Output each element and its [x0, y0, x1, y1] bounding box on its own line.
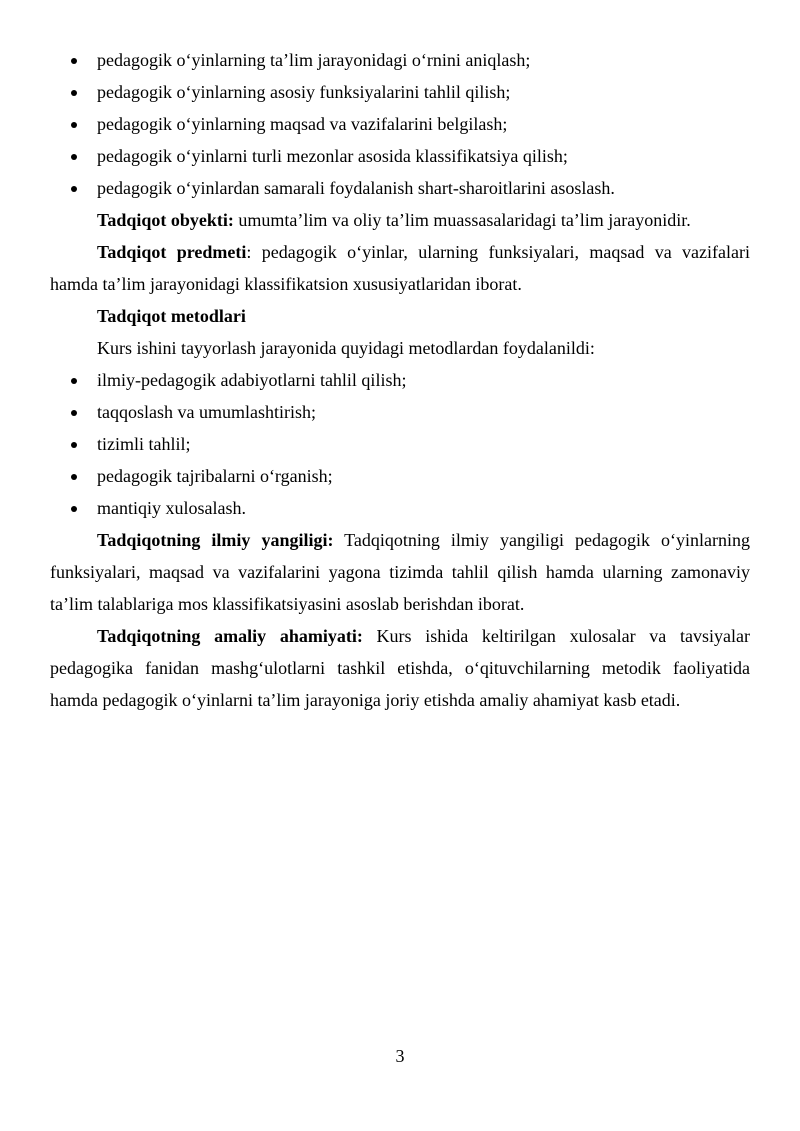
bullet-icon [71, 122, 77, 128]
paragraph-line [50, 236, 750, 268]
practical-paragraph [50, 620, 750, 716]
research-object-text: umumta’lim va oliy ta’lim muassasalaridagi ta’lim jarayonidir. [233, 210, 691, 230]
paragraph-line: ta’lim talablariga mos klassifikatsiyasini asoslab berishdan iborat. [50, 594, 525, 614]
list-item-text: mantiqiy xulosalash. [97, 498, 246, 518]
list-item [50, 364, 750, 396]
page-content [50, 44, 750, 716]
methods-list [50, 364, 750, 524]
practical-label: Tadqiqotning amaliy ahamiyati: [97, 626, 363, 646]
bullet-icon [71, 154, 77, 160]
bullet-icon [71, 378, 77, 384]
list-item-text: pedagogik tajribalarni o‘rganish; [97, 466, 333, 486]
list-item [50, 172, 750, 204]
paragraph-line: hamda ta’lim jarayonidagi klassifikatsion xususiyatlaridan iborat. [50, 274, 522, 294]
novelty-label: Tadqiqotning ilmiy yangiligi: [97, 530, 334, 550]
bullet-icon [71, 58, 77, 64]
research-subject-text: : pedagogik o‘yinlar, ularning funksiyalari, maqsad va vazifalari [246, 242, 750, 262]
methods-heading-text: Tadqiqot metodlari [97, 306, 246, 326]
research-object-label: Tadqiqot obyekti: [97, 210, 234, 230]
list-item [50, 76, 750, 108]
paragraph-line: hamda pedagogik o‘yinlarni ta’lim jarayoniga joriy etishda amaliy ahamiyat kasb etadi. [50, 690, 681, 710]
list-item [50, 492, 750, 524]
paragraph-line [50, 524, 750, 556]
list-item [50, 44, 750, 76]
paragraph-line: pedagogika fanidan mashg‘ulotlarni tashkil etishda, o‘qituvchilarning metodik faoliyatida [50, 658, 750, 678]
list-item-text: pedagogik o‘yinlarni turli mezonlar asosida klassifikatsiya qilish; [97, 146, 568, 166]
list-item [50, 460, 750, 492]
methods-heading [50, 300, 750, 332]
research-object-paragraph [50, 204, 750, 236]
list-item-text: ilmiy-pedagogik adabiyotlarni tahlil qilish; [97, 370, 407, 390]
paragraph-line: funksiyalari, maqsad va vazifalarini yagona tizimda tahlil qilish hamda ularning zamonaviy [50, 562, 750, 582]
research-subject-paragraph [50, 236, 750, 300]
goals-list [50, 44, 750, 204]
list-item-text: taqqoslash va umumlashtirish; [97, 402, 316, 422]
bullet-icon [71, 90, 77, 96]
list-item-text: pedagogik o‘yinlarning maqsad va vazifalarini belgilash; [97, 114, 508, 134]
list-item [50, 108, 750, 140]
bullet-icon [71, 442, 77, 448]
list-item-text: pedagogik o‘yinlarning asosiy funksiyalarini tahlil qilish; [97, 82, 511, 102]
novelty-paragraph [50, 524, 750, 620]
list-item-text: tizimli tahlil; [97, 434, 191, 454]
list-item [50, 140, 750, 172]
research-subject-label: Tadqiqot predmeti [97, 242, 247, 262]
paragraph-line [50, 620, 750, 652]
list-item-text: pedagogik o‘yinlardan samarali foydalanish shart-sharoitlarini asoslash. [97, 178, 615, 198]
list-item [50, 396, 750, 428]
bullet-icon [71, 410, 77, 416]
methods-intro: Kurs ishini tayyorlash jarayonida quyidagi metodlardan foydalanildi: [97, 338, 595, 358]
list-item [50, 428, 750, 460]
bullet-icon [71, 186, 77, 192]
page-number: 3 [395, 1046, 405, 1066]
bullet-icon [71, 506, 77, 512]
bullet-icon [71, 474, 77, 480]
list-item-text: pedagogik o‘yinlarning ta’lim jarayonidagi o‘rnini aniqlash; [97, 50, 531, 70]
practical-text: Kurs ishida keltirilgan xulosalar va tavsiyalar [362, 626, 750, 646]
novelty-text: Tadqiqotning ilmiy yangiligi pedagogik o‘yinlarning [333, 530, 750, 550]
